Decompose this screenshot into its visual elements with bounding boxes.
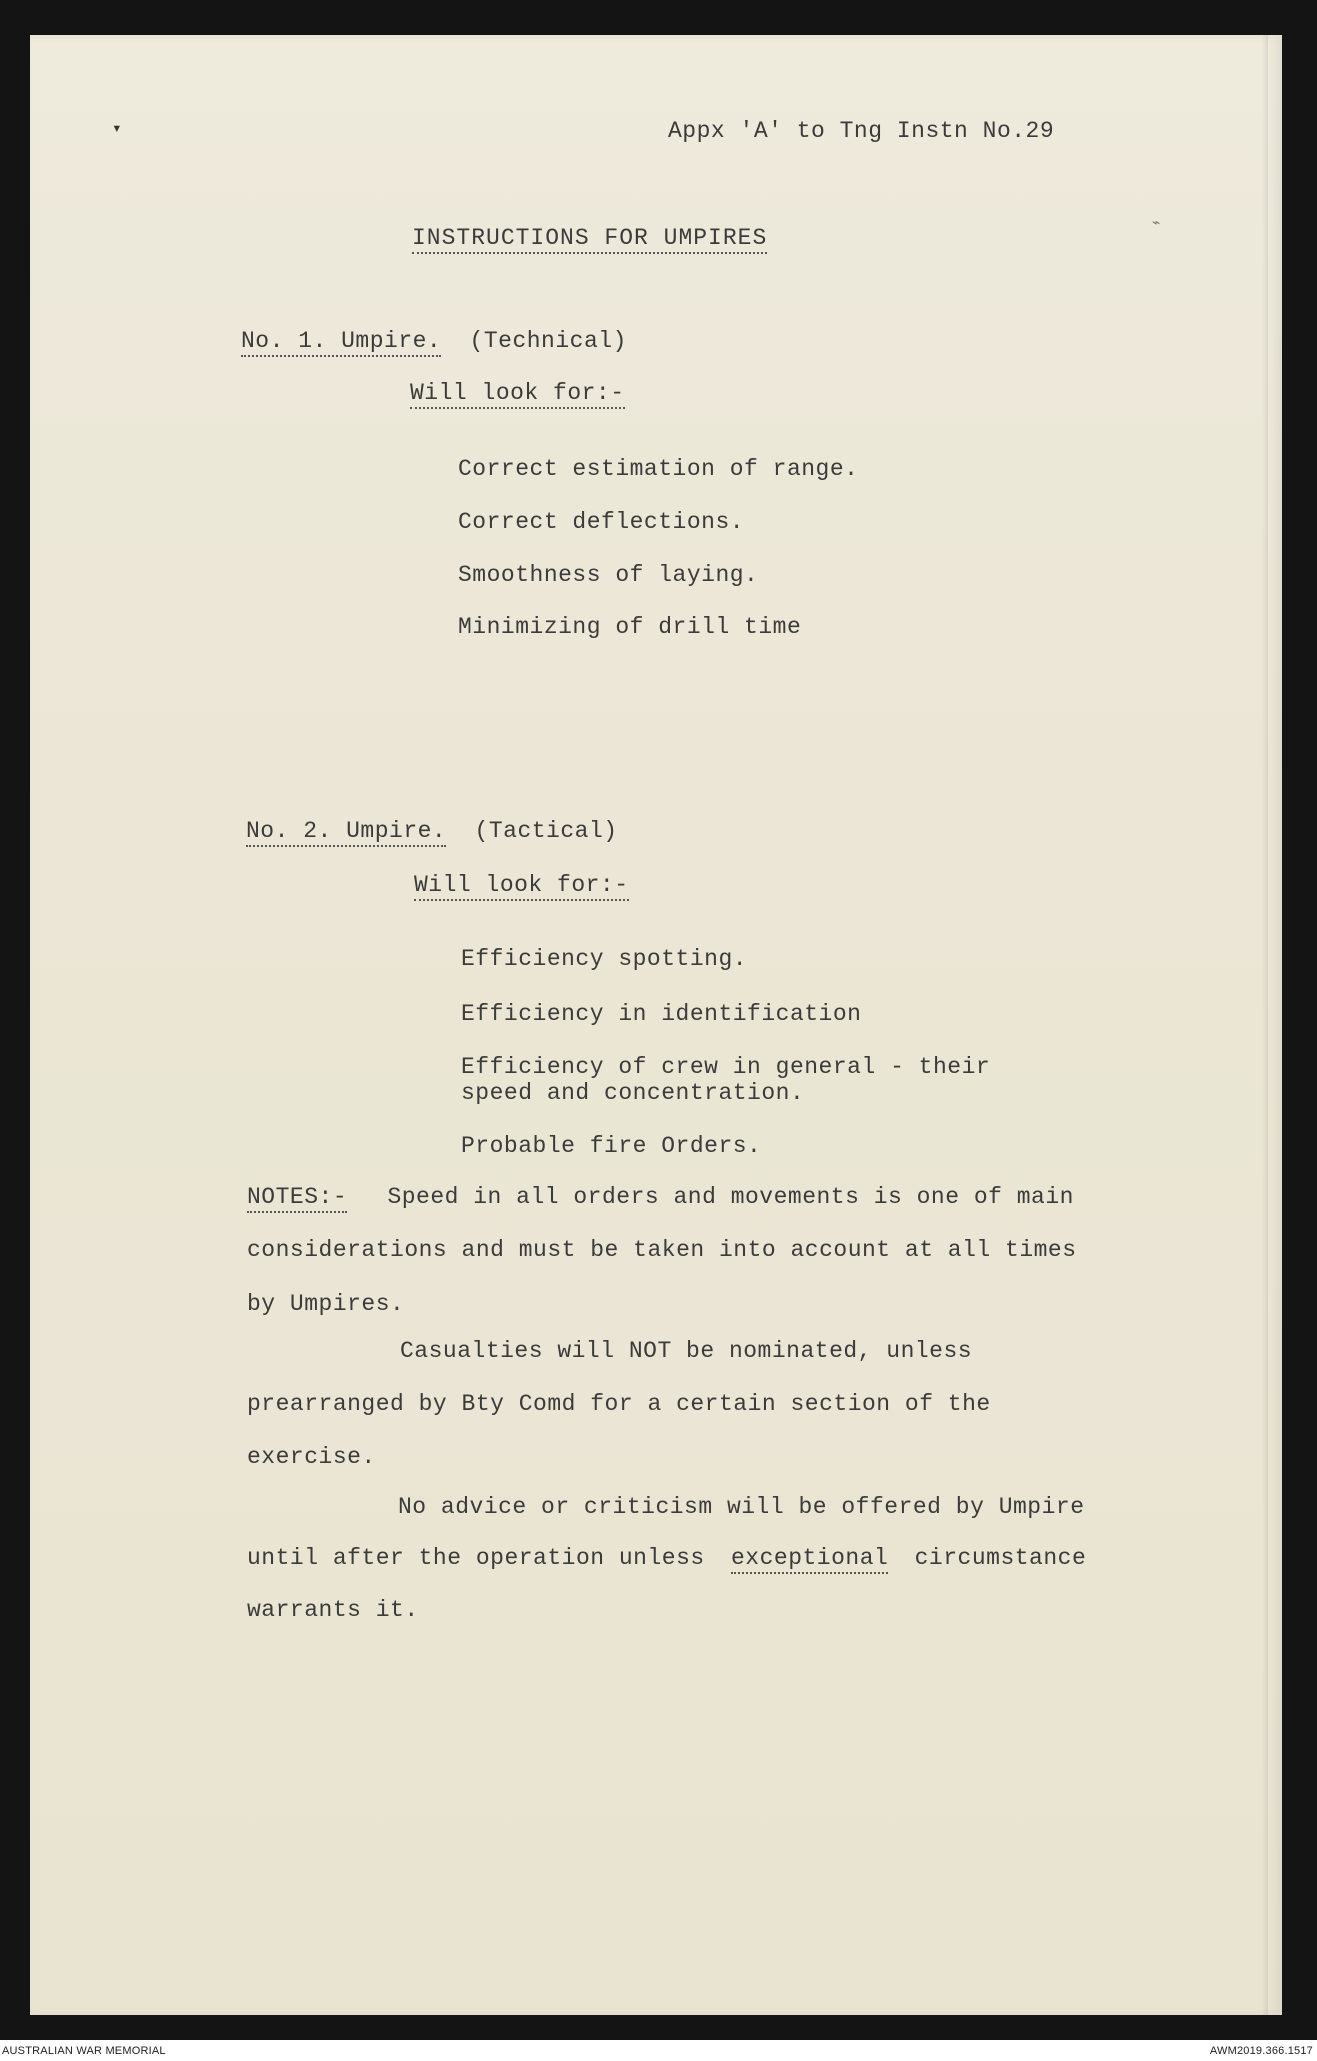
footer-institution: AUSTRALIAN WAR MEMORIAL: [2, 2045, 166, 2057]
appendix-reference: Appx 'A' to Tng Instn No.29: [668, 118, 1055, 144]
notes-text: No advice or criticism will be offered by Umpire: [398, 1494, 1085, 1520]
notes-text: Casualties will NOT be nominated, unless: [400, 1338, 973, 1364]
document-title: INSTRUCTIONS FOR UMPIRES: [412, 225, 767, 254]
umpire2-item: Efficiency in identification: [461, 1001, 862, 1027]
notes-emphasis: exceptional: [731, 1545, 888, 1574]
notes-text: circumstance: [914, 1545, 1087, 1571]
umpire2-look-for: Will look for:-: [414, 872, 629, 901]
umpire2-role: (Tactical): [474, 818, 618, 844]
umpire2-item: Efficiency spotting.: [461, 946, 748, 972]
umpire1-heading: [241, 328, 627, 354]
notes-label: NOTES:-: [247, 1184, 347, 1213]
umpire1-item: Correct deflections.: [458, 509, 745, 535]
notes-text: Speed in all orders and movements is one of main: [387, 1184, 1074, 1210]
paper-speck: ⌁: [1152, 216, 1161, 232]
umpire1-item: Minimizing of drill time: [458, 614, 802, 640]
umpire1-heading-label: No. 1. Umpire.: [241, 328, 441, 357]
umpire2-heading-label: No. 2. Umpire.: [246, 818, 446, 847]
umpire2-item: Probable fire Orders.: [461, 1133, 762, 1159]
umpire2-heading: [246, 818, 618, 844]
umpire1-item: Smoothness of laying.: [458, 562, 759, 588]
notes-text: until after the operation unless: [247, 1545, 705, 1571]
notes-text: by Umpires.: [247, 1291, 405, 1317]
notes-text: exercise.: [247, 1444, 376, 1470]
umpire1-item: Correct estimation of range.: [458, 456, 859, 482]
umpire2-item-continued: speed and concentration.: [461, 1080, 805, 1106]
notes-line: [247, 1545, 1086, 1571]
paper-speck: ▾: [112, 120, 122, 138]
notes-text: prearranged by Bty Comd for a certain section of the: [247, 1391, 991, 1417]
footer-accession-number: AWM2019.366.1517: [1209, 2045, 1313, 2057]
notes-text: warrants it.: [247, 1597, 419, 1623]
umpire1-role: (Technical): [469, 328, 627, 354]
notes-text: considerations and must be taken into account at all times: [247, 1237, 1077, 1263]
umpire1-look-for: Will look for:-: [410, 380, 625, 409]
paper-edge-shadow: [1262, 35, 1268, 2015]
footer-bar: [0, 2040, 1317, 2061]
notes-line: [247, 1184, 1074, 1210]
umpire2-item: Efficiency of crew in general - their: [461, 1054, 991, 1080]
